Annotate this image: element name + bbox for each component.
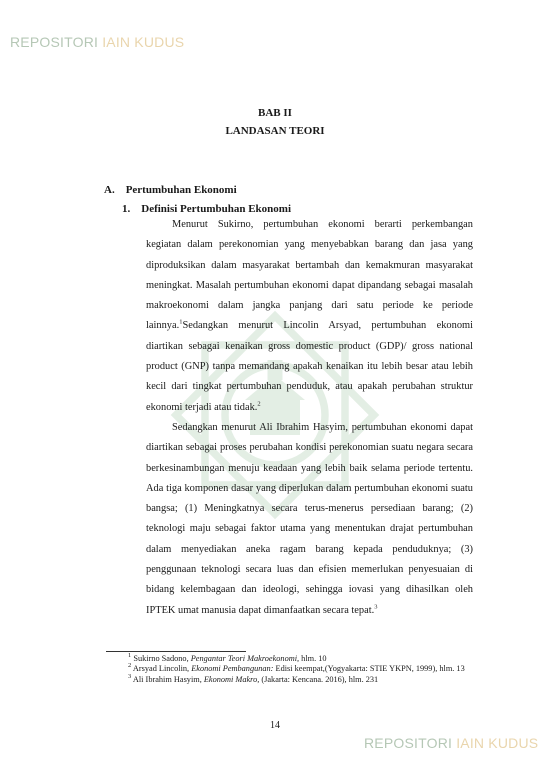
footnotes [106, 654, 474, 685]
watermark-repositori: REPOSITORI [10, 34, 99, 50]
footnote-divider [106, 651, 246, 652]
page-number: 14 [270, 720, 280, 731]
footnote-2: $^2$ Arsyad Lincolin, Ekonomi Pembangunan: Edisi keempat,(Yogyakarta: STIE YKPN, 1999), hlm. 13 [128, 662, 465, 674]
chapter-title: LANDASAN TEORI [225, 125, 325, 137]
body-text [146, 215, 473, 621]
chapter-number: BAB II [258, 107, 292, 119]
paragraph-1-part-b: Sedangkan menurut Lincolin Arsyad, pertumbuhan ekonomi diartikan sebagai kenaikan gross domestic product (GDP)/ gross national product (GNP) tanpa memandang apakah kenaikan itu lebih besar atau lebih kecil dari tingkat pertumbuhan penduduk, atau apakah perubahan struktur ekonomi terjadi atau tidak. [146, 320, 473, 413]
footnote-3: $^3$ Ali Ibrahim Hasyim, Ekonomi Makro, (Jakarta: Kencana. 2016), hlm. 231 [128, 673, 379, 684]
section-label: A. [104, 184, 115, 196]
subsection-heading-1 [122, 203, 291, 215]
paragraph-2 [146, 418, 473, 621]
watermark-bottom [364, 735, 538, 751]
section-title: Pertumbuhan Ekonomi [125, 184, 237, 196]
subsection-label: 1. [122, 203, 131, 215]
footnote-ref-2: 2 [257, 400, 261, 408]
footnote-ref-1: 1 [179, 319, 183, 327]
subsection-title: Definisi Pertumbuhan Ekonomi [141, 203, 291, 215]
paragraph-2-text: Sedangkan menurut Ali Ibrahim Hasyim, pertumbuhan ekonomi dapat diartikan sebagai proses perubahan kondisi perekonomian suatu negara secara berkesinambungan menuju keadaan yang lebih baik selama periode tertentu. Ada tiga komponen dasar yang diperlukan dalam pertumbuhan ekonomi suatu bangsa; (1) Meningkatnya secara terus-menerus persediaan barang; (2) teknologi maju sebagai faktor utama yang menentukan drajat pertumbuhan dalam menyediakan aneka ragam barang kepada penduduknya; (3) penggunaan teknologi secara luas dan efisien memerlukan penyesuaian di bidang kelembagaan dan ideologi, sehingga iovasi yang dihasilkan oleh IPTEK umat manusia dapat dimanfaatkan secara tepat. [146, 421, 473, 616]
footnote-ref-3: 3 [374, 603, 378, 611]
watermark-repositori: REPOSITORI [364, 735, 453, 751]
watermark-top [10, 34, 184, 50]
paragraph-1-part-a: Menurut Sukirno, pertumbuhan ekonomi berarti perkembangan kegiatan dalam perekonomian yang menyebabkan barang dan jasa yang diproduksikan dalam masyarakat bertambah dan kemakmuran masyarakat meningkat. Masalah pertumbuhan ekonomi dapat dipandang sebagai masalah makroekonomi dalam jangka panjang dari satu periode ke periode lainnya. [146, 219, 473, 332]
section-heading-a [104, 184, 237, 196]
watermark-iain-kudus: IAIN KUDUS [102, 34, 185, 50]
watermark-iain-kudus: IAIN KUDUS [456, 735, 539, 751]
paragraph-1 [146, 215, 473, 418]
footnote-1: $^1$ Sukirno Sadono, Pengantar Teori Makroekonomi, hlm. 10 [128, 652, 327, 663]
